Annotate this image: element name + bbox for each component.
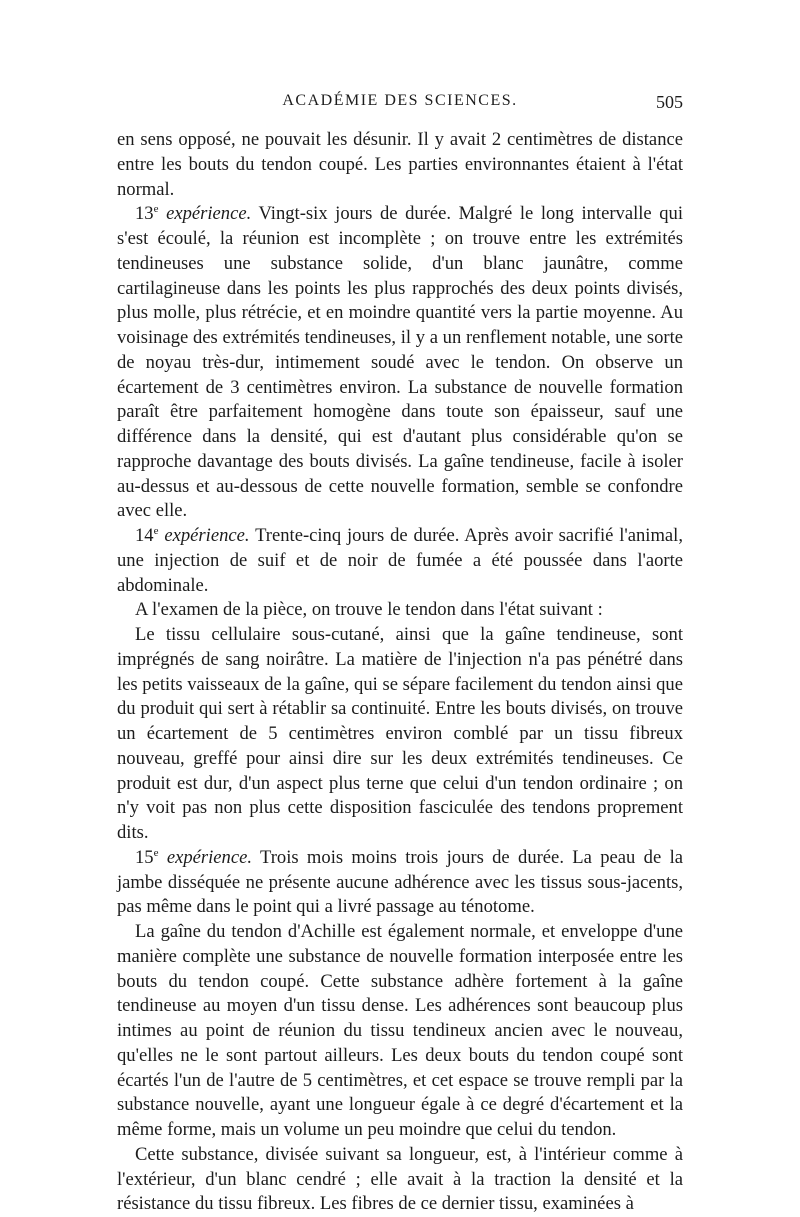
running-header [117, 92, 683, 122]
paragraph-8 [117, 1143, 683, 1217]
paragraph-exp-13 [117, 202, 683, 524]
paragraph-1 [117, 128, 683, 202]
experiment-number: 15 [135, 846, 154, 868]
page-number: 505 [656, 92, 683, 112]
paragraph-text: Vingt-six jours de durée. Malgré le long intervalle qui s'est écoulé, la réunion est incomplète ; on trouve entre les extrémités tendineuses une substance solide, d'un blanc jaunâtre, comme cartilagineuse dans les points les plus rapprochés des deux points divisés, plus molle, plus rétrécie, et en moindre quantité vers la partie moyenne. Au voisinage des extrémités tendineuses, il y a un renflement notable, une sorte de noyau très-dur, intimement soudé avec le tendon. On observe un écartement de 3 centimètres environ. La substance de nouvelle formation paraît être parfaitement homogène dans toute son épaisseur, sauf une différence dans la densité, qui est d'autant plus considérable qu'on se rapproche davantage des bouts divisés. La gaîne tendineuse, facile à isoler au-dessus et au-dessous de cette nouvelle formation, semble se confondre avec elle. [117, 203, 683, 522]
paragraph-text: La gaîne du tendon d'Achille est également normale, et enveloppe d'une manière complète une substance de nouvelle formation interposée entre les bouts du tendon coupé. Cette substance adhère fortement à la gaîne tendineuse au moyen d'un tissu dense. Les adhérences sont beaucoup plus intimes au point de réunion du tissu tendineux ancien avec le nouveau, qu'elles ne le sont partout ailleurs. Les deux bouts du tendon coupé sont écartés l'un de l'autre de 5 centimètres, et cet espace se trouve rempli par la substance nouvelle, ayant une longueur égale à ce degré d'écartement et la même forme, mais un volume un peu moindre que celui du tendon. [117, 921, 683, 1140]
experiment-label: expérience. [166, 203, 252, 225]
paragraph-text: Le tissu cellulaire sous-cutané, ainsi que la gaîne tendineuse, sont imprégnés de sang noirâtre. La matière de l'injection n'a pas pénétré dans les petits vaisseaux de la gaîne, qui se sépare facilement du tendon ainsi que du produit qui sert à rétablir sa continuité. Entre les bouts divisés, on trouve un écartement de 5 centimètres environ comblé par un tissu fibreux nouveau, greffé pour ainsi dire sur les deux extrémités tendineuses. Ce produit est dur, d'un aspect plus terne que celui d'un tendon ordinaire ; on n'y voit pas non plus cette disposition fasciculée des tendons proprement dits. [117, 624, 683, 843]
experiment-label: expérience. [164, 525, 250, 546]
body-text [117, 128, 683, 1217]
header-title: ACADÉMIE DES SCIENCES. [282, 92, 518, 109]
experiment-label: expérience. [166, 846, 252, 868]
experiment-ordinal: e [153, 203, 159, 216]
paragraph-text: Trente-cinq jours de durée. Après avoir sacrifié l'animal, une injection de suif et de noir de fumée a été poussée dans l'aorte abdominale. [117, 525, 683, 596]
paragraph-text: Trois mois moins trois jours de durée. La peau de la jambe disséquée ne présente aucune adhérence avec les tissus sous-jacents, pas même dans le point qui a livré passage au ténotome. [117, 846, 683, 918]
paragraph-text: en sens opposé, ne pouvait les désunir. Il y avait 2 centimètres de distance entre les bouts du tendon coupé. Les parties environnantes étaient à l'état normal. [117, 129, 683, 200]
experiment-ordinal: e [153, 846, 159, 859]
paragraph-exp-14 [117, 524, 683, 598]
paragraph-text: Cette substance, divisée suivant sa longueur, est, à l'intérieur comme à l'extérieur, d'un blanc cendré ; elle avait à la traction la densité et la résistance du tissu fibreux. Les fibres de ce dernier tissu, examinées à [117, 1143, 683, 1215]
experiment-number: 14 [135, 525, 154, 546]
experiment-ordinal: e [153, 524, 159, 537]
paragraph-5 [117, 623, 683, 846]
paragraph-text: A l'examen de la pièce, on trouve le tendon dans l'état suivant : [135, 599, 603, 621]
experiment-number: 13 [135, 203, 154, 225]
paragraph-4 [117, 598, 683, 623]
paragraph-exp-15 [117, 846, 683, 920]
paragraph-7 [117, 920, 683, 1143]
